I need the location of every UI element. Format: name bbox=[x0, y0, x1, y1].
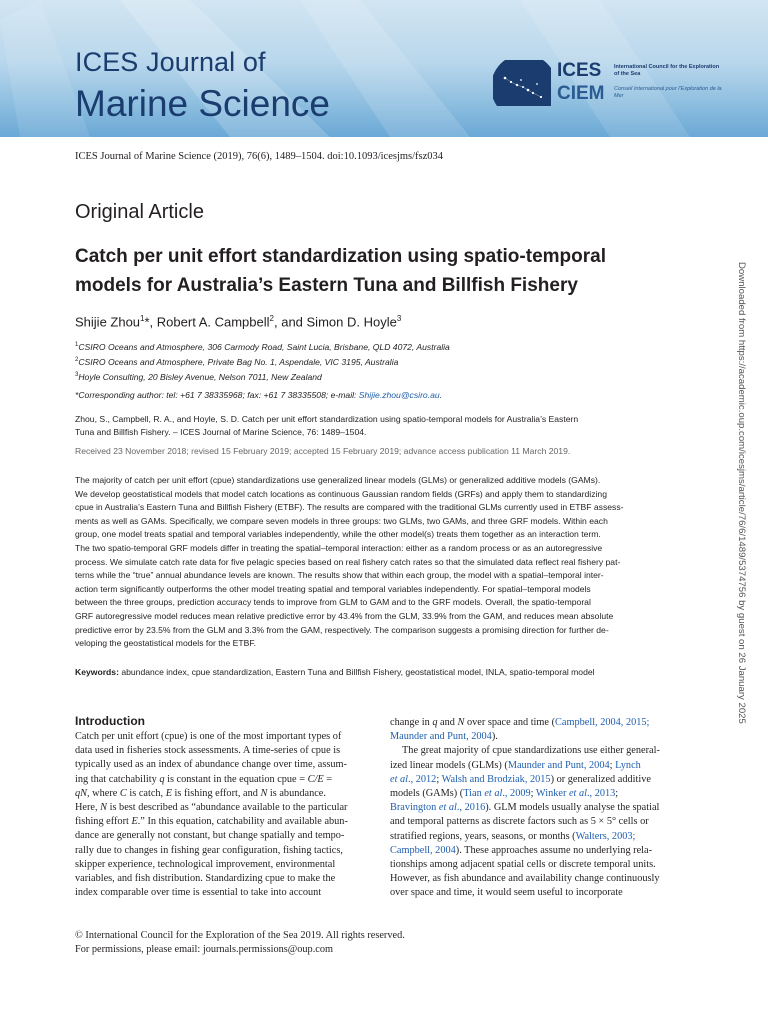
math-var: qN bbox=[75, 787, 88, 799]
body-line: over space and time, it would seem useful to incorporate bbox=[390, 887, 623, 899]
body-line: typically used as an index of abundance change over time, assum- bbox=[75, 759, 347, 771]
body-line bbox=[390, 830, 692, 844]
body-line: dance are generally not constant, but change spatially and tempo- bbox=[75, 830, 345, 842]
body-line bbox=[390, 744, 692, 758]
abstract-line: cpue in Australia’s Eastern Tuna and Billfish Fishery (ETBF). The results are compared with the traditional GLMs currently used in ETBF assess- bbox=[75, 502, 624, 513]
text-run: Here, bbox=[75, 802, 101, 814]
text-run: ; bbox=[609, 759, 616, 771]
text-run: is abundance. bbox=[267, 787, 326, 799]
math-var: N bbox=[457, 717, 465, 728]
reference-link[interactable] bbox=[463, 788, 530, 799]
reference-year: ., 2016 bbox=[456, 802, 486, 814]
body-line bbox=[75, 787, 377, 801]
body-line bbox=[390, 759, 692, 773]
author-name[interactable]: Simon D. Hoyle bbox=[306, 314, 397, 330]
abstract-line: group, one model treats spatial and temporal variables independently, while the other model(s) treats them together as an interaction term. bbox=[75, 529, 601, 540]
reference-author: Tian bbox=[463, 788, 485, 800]
affiliation-item bbox=[75, 354, 675, 369]
publication-dates: Received 23 November 2018; revised 15 February 2019; accepted 15 February 2019; advance access publication 11 March 2019. bbox=[75, 446, 571, 456]
corresponding-email-link[interactable]: Shijie.zhou@csiro.au bbox=[358, 390, 440, 400]
abstract-line: process. We simulate catch rate data for five pelagic species based on real fishery catch rates so that the simulated data reflect real fishery pat- bbox=[75, 556, 621, 567]
affiliation-text: CSIRO Oceans and Atmosphere, 306 Carmody Road, Saint Lucia, Brisbane, QLD 4072, Australia bbox=[78, 341, 450, 352]
ices-constellation-logo-icon bbox=[493, 60, 555, 110]
reference-link[interactable]: Walsh and Brodziak, 2015 bbox=[441, 773, 551, 785]
text-run: is catch, bbox=[126, 787, 166, 799]
text-run: ). bbox=[491, 731, 498, 743]
abstract-line: veloping the geostatistical models for the ETBF. bbox=[75, 638, 257, 649]
permissions-line: For permissions, please email: journals.permissions@oup.com bbox=[75, 943, 334, 955]
journal-title-line2: Marine Science bbox=[75, 83, 331, 124]
affiliation-number: 3 bbox=[75, 371, 79, 378]
reference-link[interactable] bbox=[390, 802, 485, 813]
body-line bbox=[75, 773, 377, 787]
reference-link[interactable]: Campbell, 2004 bbox=[390, 844, 456, 856]
text-run: .” In this equation, catchability and available abun- bbox=[137, 816, 348, 828]
affiliation-list bbox=[75, 339, 675, 384]
math-var: E bbox=[131, 816, 138, 828]
abstract-line: We develop geostatistical models that model catch locations as continuous Gaussian random fields (GRFs) and apply them to standardizing bbox=[75, 488, 607, 499]
article-title bbox=[75, 242, 695, 300]
text-run: ing that catchability bbox=[75, 773, 160, 785]
text-run: ). These approaches assume no underlying rela- bbox=[455, 844, 653, 856]
text-run: is constant in the equation cpue = bbox=[164, 773, 308, 785]
abstract-line: The majority of catch per unit effort (cpue) standardizations use generalized linear models (GLMs) or generalized additive models (GAMs). bbox=[75, 475, 601, 485]
article-title-line2: models for Australia’s Eastern Tuna and Billfish Fishery bbox=[75, 275, 578, 296]
author-separator: *, bbox=[144, 314, 157, 330]
abstract-line: GRF autoregressive model reduces mean relative predictive error by 43.4% from the GLM, 33.9% from the GAM, and reduces mean absolute bbox=[75, 610, 614, 621]
body-line: data used in fisheries stock assessments. A time-series of cpue is bbox=[75, 745, 341, 757]
text-run: fishing effort bbox=[75, 816, 132, 828]
text-run: ized linear models (GLMs) ( bbox=[390, 759, 508, 771]
journal-banner bbox=[0, 0, 768, 137]
math-var: C/E bbox=[307, 773, 324, 785]
body-line bbox=[75, 815, 377, 829]
text-run: is fishing effort, and bbox=[171, 787, 261, 799]
abstract-line: ments as well as GAMs. Specifically, we compare seven models in three groups: two GLMs, two GAMs, and three GRF models. Within each bbox=[75, 515, 608, 526]
reference-etal: et al bbox=[390, 773, 409, 785]
reference-year: ., 2012 bbox=[408, 773, 437, 785]
download-watermark: Downloaded from https://academic.oup.com/icesjms/article/76/6/1489/5374756 by guest on 26 January 2025 bbox=[736, 262, 747, 724]
author-separator: , and bbox=[273, 314, 307, 330]
math-var: N bbox=[260, 787, 268, 799]
affiliation-number: 1 bbox=[75, 342, 79, 348]
reference-link[interactable] bbox=[390, 774, 436, 785]
math-var: q bbox=[159, 773, 165, 785]
affiliation-text: Hoyle Consulting, 20 Bisley Avenue, Nelson 7011, New Zealand bbox=[78, 371, 322, 382]
author-name[interactable]: Robert A. Campbell bbox=[156, 314, 270, 330]
cite-as bbox=[75, 413, 695, 439]
text-run: and bbox=[437, 717, 458, 728]
body-line: tionships among adjacent spatial cells or discrete temporal units. bbox=[390, 859, 656, 871]
body-line bbox=[75, 801, 377, 815]
math-var: q bbox=[432, 717, 438, 728]
reference-link[interactable]: Maunder and Punt, 2004 bbox=[390, 731, 492, 743]
text-run: ) or generalized additive bbox=[550, 773, 651, 785]
affiliation-item bbox=[75, 339, 675, 354]
text-run: change in bbox=[390, 717, 433, 728]
copyright-footer bbox=[75, 929, 575, 956]
body-line bbox=[390, 787, 692, 801]
reference-etal: et al bbox=[568, 788, 587, 800]
ices-logo-french-name: Conseil International pour l’Exploration de la Mer bbox=[614, 86, 722, 99]
abstract-line: action term significantly outperforms the other model treating spatial and temporal variables independently. For spatial–temporal models bbox=[75, 583, 591, 594]
text-run: models (GAMs) ( bbox=[390, 788, 464, 800]
math-var: E bbox=[165, 787, 172, 799]
abstract-line: terns while the “true” annual abundance levels are known. The results show that within each group, the model with a spatial–temporal inter- bbox=[75, 570, 604, 581]
body-line bbox=[390, 844, 692, 858]
cite-as-line: Zhou, S., Campbell, R. A., and Hoyle, S. D. Catch per unit effort standardization using spatio-temporal models for Australia’s Eastern bbox=[75, 414, 579, 424]
body-line bbox=[390, 716, 692, 730]
body-line: variables, and fish distribution. Standardizing cpue to make the bbox=[75, 873, 336, 885]
cite-as-line: Tuna and Billfish Fishery. – ICES Journal of Marine Science, 76: 1489–1504. bbox=[75, 427, 367, 437]
keywords bbox=[75, 667, 695, 677]
reference-author: Bravington bbox=[390, 802, 439, 814]
text-run: stratified regions, years, seasons, or months ( bbox=[390, 830, 576, 842]
affiliation-text: CSIRO Oceans and Atmosphere, Private Bag No. 1, Aspendale, VIC 3195, Australia bbox=[78, 356, 399, 367]
body-line: rally due to changes in fishing gear configuration, fishing tactics, bbox=[75, 844, 343, 856]
affiliation-item bbox=[75, 369, 675, 384]
text-run: The great majority of cpue standardizations use either general- bbox=[402, 745, 660, 757]
text-run: ). GLM models usually analyse the spatial bbox=[485, 802, 660, 814]
math-var: C bbox=[119, 787, 127, 799]
reference-year: ., 2013 bbox=[586, 788, 616, 800]
body-line bbox=[390, 730, 692, 744]
abstract bbox=[75, 474, 695, 651]
body-line: Catch per unit effort (cpue) is one of the most important types of bbox=[75, 731, 342, 742]
body-line bbox=[390, 773, 692, 787]
affiliation-marker: 2 bbox=[269, 314, 274, 323]
text-run: over space and time ( bbox=[464, 717, 556, 728]
ciem-logo-text: CIEM bbox=[557, 83, 605, 104]
reference-year: ., 2009 bbox=[502, 788, 531, 800]
affiliation-marker: 1 bbox=[140, 314, 145, 323]
text-run: ; bbox=[530, 788, 536, 800]
article-title-line1: Catch per unit effort standardization using spatio-temporal bbox=[75, 246, 606, 267]
body-line: However, as fish abundance and availability change continuously bbox=[390, 873, 660, 885]
reference-link[interactable] bbox=[536, 788, 615, 799]
affiliation-marker: 3 bbox=[396, 314, 402, 323]
reference-link[interactable]: Lynch bbox=[615, 759, 641, 771]
reference-link[interactable]: Walters, 2003; bbox=[575, 830, 636, 842]
ices-logo-text: ICES bbox=[557, 60, 602, 81]
body-line bbox=[390, 801, 692, 815]
corresponding-details: *Corresponding author: tel: +61 7 38335968; fax: +61 7 38335508; e-mail: bbox=[75, 390, 359, 400]
body-column-left bbox=[75, 730, 377, 900]
body-column-right bbox=[390, 716, 692, 901]
copyright-line: © International Council for the Exploration of the Sea 2019. All rights reserved. bbox=[75, 930, 405, 941]
reference-author: Winker bbox=[535, 788, 569, 800]
author-name[interactable]: Shijie Zhou bbox=[75, 314, 141, 330]
ices-logo-english-name: International Council for the Exploration of the Sea bbox=[614, 64, 720, 77]
journal-title-line1: ICES Journal of bbox=[75, 47, 266, 77]
body-line: skipper experience, technological improvement, environmental bbox=[75, 858, 336, 870]
reference-etal: et al bbox=[438, 802, 457, 814]
corresponding-suffix: . bbox=[439, 390, 443, 400]
math-var: N bbox=[100, 802, 108, 814]
abstract-line: predictive error by 23.5% from the GLM and 3.3% from the GAM, respectively. The comparison suggests a promising direction for further de- bbox=[75, 624, 609, 635]
text-run: ; bbox=[615, 788, 619, 800]
text-run: is best described as “abundance available to the particular bbox=[107, 802, 348, 814]
journal-citation: ICES Journal of Marine Science (2019), 76(6), 1489–1504. doi:10.1093/icesjms/fsz034 bbox=[75, 151, 444, 162]
abstract-line: The two spatio-temporal GRF models differ in treating the spatial–temporal interaction: either as a random process or as an autoregressive bbox=[75, 542, 603, 553]
corresponding-author bbox=[75, 390, 695, 400]
reference-link[interactable]: Campbell, 2004, 2015; bbox=[555, 717, 650, 728]
keywords-label: Keywords: bbox=[75, 667, 119, 677]
affiliation-number: 2 bbox=[75, 356, 79, 363]
text-run: ; bbox=[436, 773, 442, 785]
text-run: , where bbox=[87, 787, 120, 799]
body-line: and temporal patterns as discrete factors such as 5 × 5° cells or bbox=[390, 816, 649, 828]
reference-link[interactable]: Maunder and Punt, 2004 bbox=[507, 759, 610, 771]
text-run: = bbox=[323, 773, 333, 785]
reference-etal: et al bbox=[484, 788, 503, 800]
section-heading-introduction: Introduction bbox=[75, 714, 145, 728]
abstract-line: between the three groups, prediction accuracy tends to improve from GLM to GAM and to the GRF models. Overall, the spatio-temporal bbox=[75, 597, 591, 608]
author-list bbox=[75, 314, 401, 329]
keywords-list: abundance index, cpue standardization, Eastern Tuna and Billfish Fishery, geostatistical model, INLA, spatio-temporal model bbox=[118, 667, 595, 677]
article-type: Original Article bbox=[75, 201, 204, 223]
body-line: index comparable over time is essential to take into account bbox=[75, 887, 322, 899]
